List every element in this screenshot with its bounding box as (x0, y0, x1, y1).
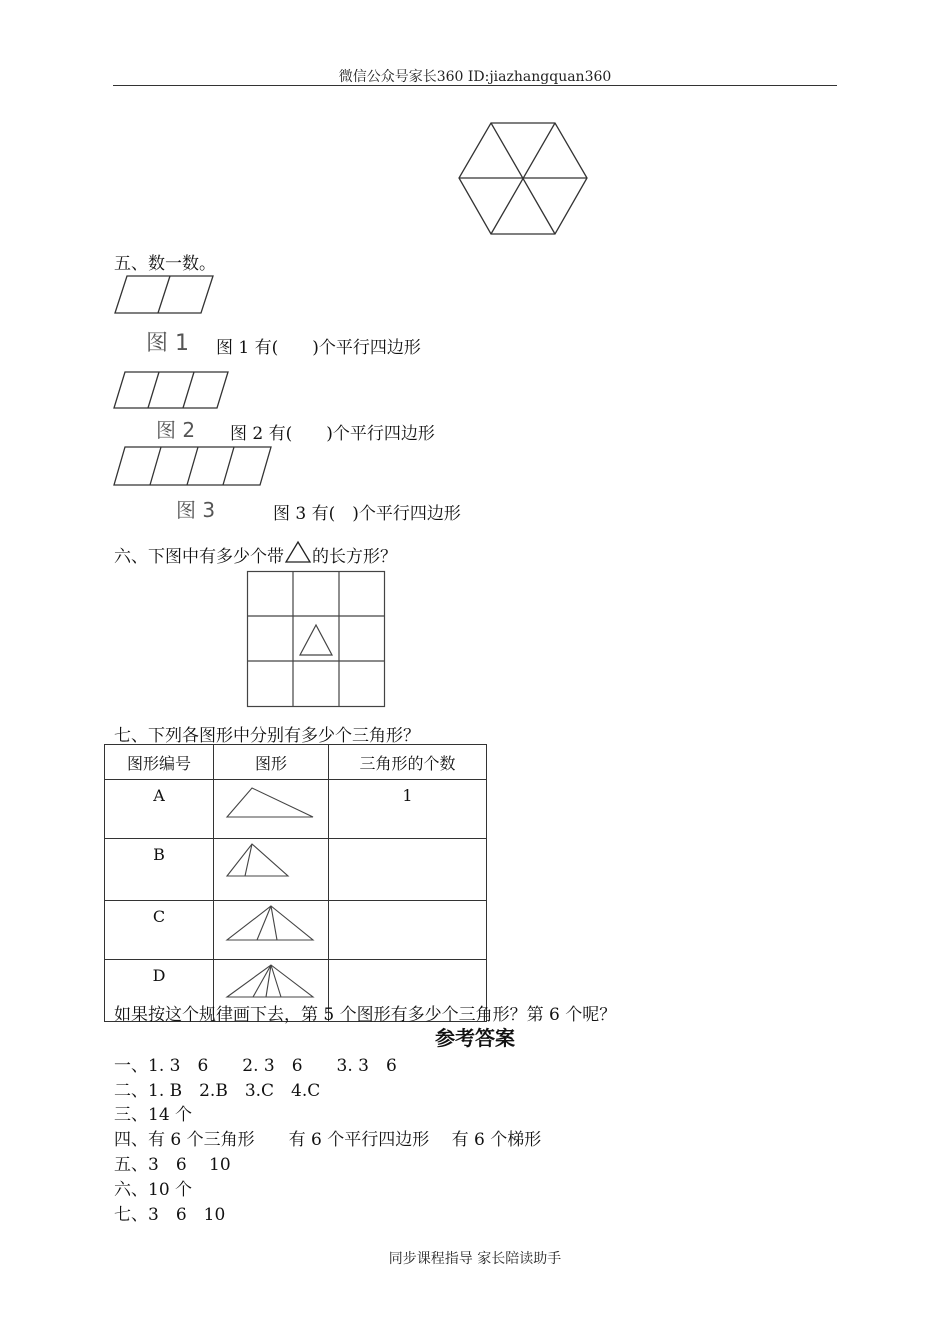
figure-3-parallelograms (113, 444, 275, 488)
section6-title-after: 的长方形？ (312, 547, 397, 567)
table-row (105, 780, 487, 839)
row-a-id: A (105, 780, 214, 839)
row-c-count (329, 901, 487, 960)
answer-line-5: 五、3 6 10 (114, 1155, 231, 1175)
table-header-row (105, 745, 487, 780)
row-a-figure (214, 780, 329, 839)
section6-title-before: 六、下图中有多少个带 (114, 547, 284, 567)
figure-3-label: 图 3 (176, 498, 216, 522)
table-row (105, 839, 487, 901)
section6-title (114, 540, 397, 569)
row-b-id: B (105, 839, 214, 901)
hexagon-figure (456, 120, 590, 238)
page-header: 微信公众号家长360 ID:jiazhangquan360 (338, 69, 612, 85)
section7-followup: 如果按这个规律画下去，第 5 个图形有多少个三角形？第 6 个呢？ (114, 1005, 617, 1025)
figure-2-parallelograms (113, 368, 233, 412)
row-c-id: C (105, 901, 214, 960)
table-row (105, 901, 487, 960)
row-c-figure (214, 901, 329, 960)
header-rule (113, 85, 837, 86)
grid-with-triangle-figure (246, 570, 386, 708)
answer-line-6: 六、10 个 (114, 1180, 193, 1200)
header-cell-count: 三角形的个数 (329, 745, 487, 780)
row-d-id: D (105, 960, 214, 1022)
row-a-count: 1 (329, 780, 487, 839)
header-cell-id: 图形编号 (105, 745, 214, 780)
section7-title: 七、下列各图形中分别有多少个三角形？ (114, 726, 420, 746)
figure-2-label: 图 2 (156, 418, 196, 442)
answers-title: 参考答案 (435, 1026, 515, 1050)
figure-2-question: 图 2 有( )个平行四边形 (230, 424, 435, 444)
triangle-icon (284, 540, 312, 569)
answer-line-2: 二、1. B 2.B 3.C 4.C (114, 1081, 321, 1101)
figure-3-question: 图 3 有( )个平行四边形 (273, 504, 461, 524)
row-b-figure (214, 839, 329, 901)
triangle-count-table (104, 744, 487, 1022)
row-b-count (329, 839, 487, 901)
answer-line-4: 四、有 6 个三角形 有 6 个平行四边形 有 6 个梯形 (114, 1130, 542, 1150)
section5-title: 五、数一数。 (114, 254, 216, 274)
header-cell-figure: 图形 (214, 745, 329, 780)
figure-1-question: 图 1 有( )个平行四边形 (216, 338, 421, 358)
answer-line-3: 三、14 个 (114, 1105, 193, 1125)
page-footer: 同步课程指导 家长陪读助手 (388, 1251, 562, 1267)
answer-line-1: 一、1. 3 6 2. 3 6 3. 3 6 (114, 1056, 397, 1076)
answer-line-7: 七、3 6 10 (114, 1205, 226, 1225)
figure-1-label: 图 1 (146, 331, 189, 356)
